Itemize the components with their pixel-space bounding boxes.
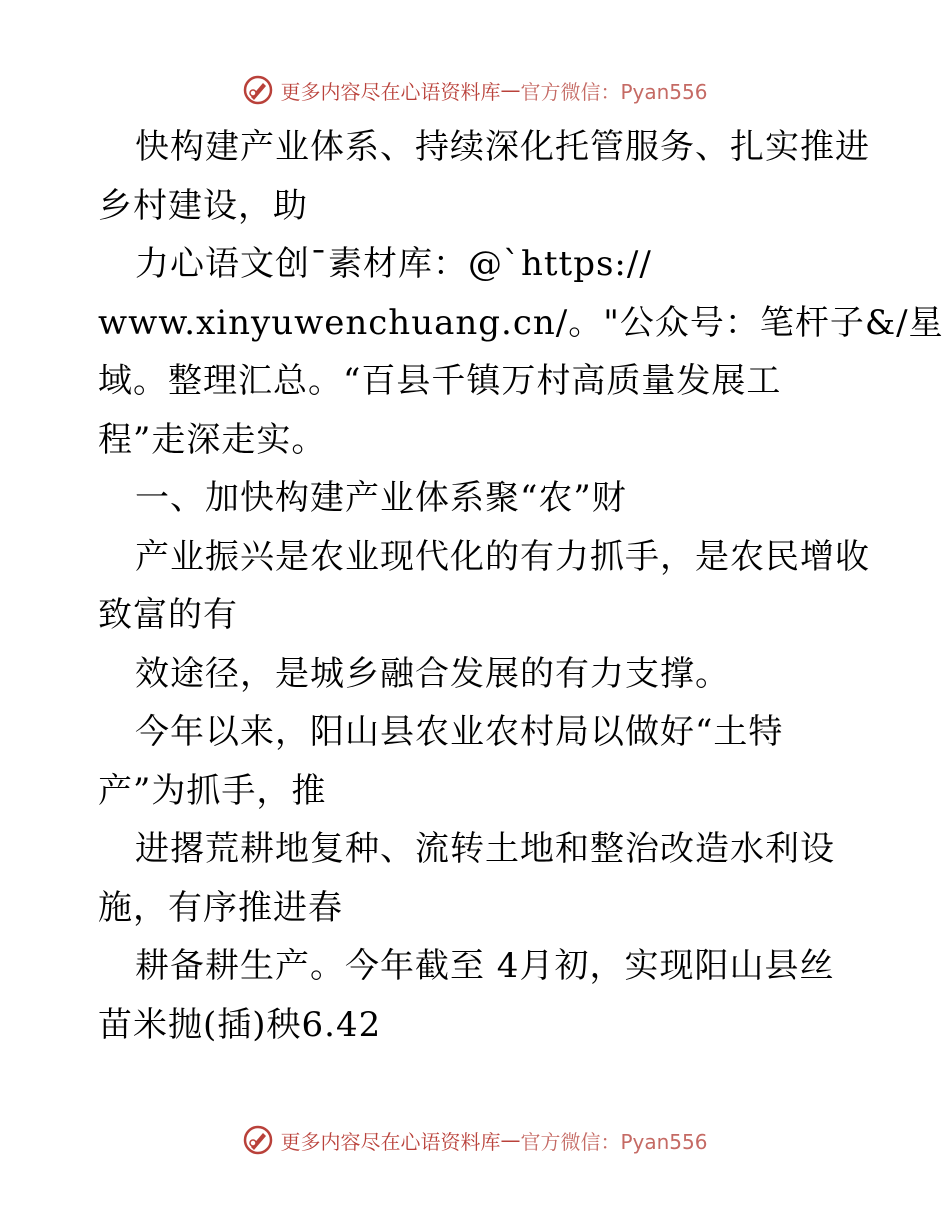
text-line: 产”为抓手，推 <box>98 770 327 811</box>
text-line: 进撂荒耕地复种、流转土地和整治改造水利设 <box>135 829 835 869</box>
text-line: 致富的有 <box>98 595 238 635</box>
document-body <box>98 118 944 1054</box>
text-line: 耕备耕生产。今年截至 4月初，实现阳山县丝 <box>135 946 835 986</box>
text-line: 效途径，是城乡融合发展的有力支撑。 <box>135 653 730 694</box>
section-heading: 一、加快构建产业体系聚“农”财 <box>135 478 627 518</box>
text-line: www.xinyuwenchuang.cn/。"公众号：笔杆子&/星 <box>98 302 944 343</box>
text-line: 施，有序推进春 <box>98 887 343 928</box>
text-line: 产业振兴是农业现代化的有力抓手，是农民增收 <box>135 536 870 577</box>
watermark-wechat: 官方微信：Pyan556 <box>520 1129 708 1154</box>
text-line: 快构建产业体系、持续深化托管服务、扎实推进 <box>135 127 870 167</box>
watermark-separator: — <box>500 78 521 102</box>
pen-logo-icon <box>242 74 274 106</box>
watermark-wechat: 官方微信：Pyan556 <box>520 79 708 104</box>
footer-watermark <box>0 1120 950 1160</box>
text-line: 力心语文创¯素材库：@`https:// <box>135 244 652 284</box>
text-line: 域。整理汇总。“百县千镇万村高质量发展工 <box>98 361 782 401</box>
header-watermark <box>0 70 950 110</box>
text-line: 今年以来，阳山县农业农村局以做好“土特 <box>135 712 784 752</box>
text-line: 苗米抛(插)秧6.42 <box>98 1004 382 1045</box>
text-line: 程”走深走实。 <box>98 419 327 460</box>
pen-logo-icon <box>242 1124 274 1156</box>
watermark-separator: — <box>500 1128 521 1152</box>
text-line: 乡村建设，助 <box>98 185 308 226</box>
watermark-text: 更多内容尽在心语资料库 <box>280 1129 501 1154</box>
watermark-text: 更多内容尽在心语资料库 <box>280 79 501 104</box>
